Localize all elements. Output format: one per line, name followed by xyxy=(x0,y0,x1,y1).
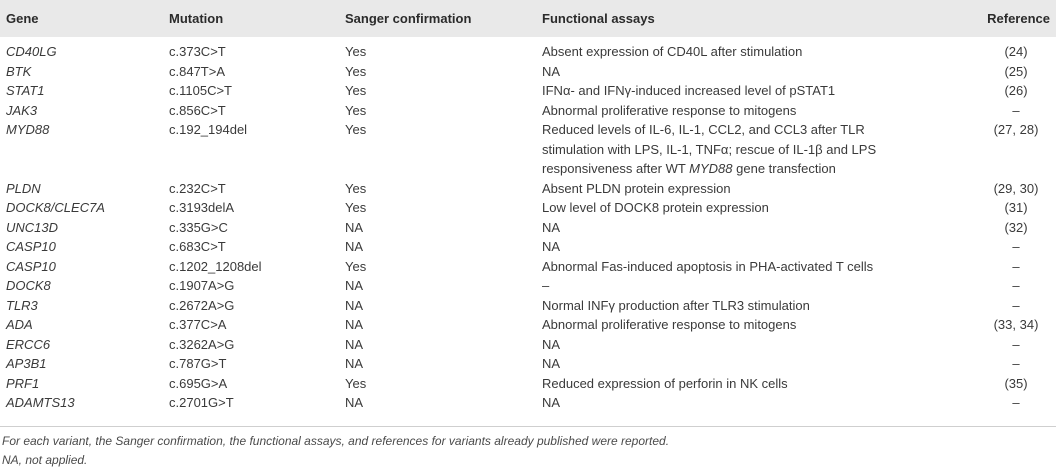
mutation-cell: c.1202_1208del xyxy=(169,258,262,274)
table-row xyxy=(0,354,1056,374)
functional-assays-line: responsiveness after WT MYD88 gene transfection xyxy=(542,161,836,176)
functional-assays-line: stimulation with LPS, IL-1, TNFα; rescue of IL-1β and LPS xyxy=(542,141,877,157)
table-row xyxy=(0,179,1056,199)
functional-assays-cell xyxy=(536,374,976,394)
sanger-cell: Yes xyxy=(345,200,367,215)
reference-cell: – xyxy=(1012,356,1020,371)
table-row xyxy=(0,374,1056,394)
table-row xyxy=(0,101,1056,121)
table-row xyxy=(0,335,1056,355)
gene-name-inline: MYD88 xyxy=(689,161,733,176)
sanger-cell: NA xyxy=(345,278,364,293)
reference-cell: – xyxy=(1012,336,1020,352)
table-row xyxy=(0,257,1056,277)
sanger-cell: NA xyxy=(345,219,364,235)
gene-cell: PLDN xyxy=(6,180,41,196)
mutation-cell: c.1105C>T xyxy=(169,83,232,98)
functional-assays-line: Abnormal proliferative response to mitogens xyxy=(542,102,797,118)
mutation-cell: c.232C>T xyxy=(169,180,226,196)
gene-cell: ERCC6 xyxy=(6,336,51,352)
functional-assays-line: Absent PLDN protein expression xyxy=(542,180,731,196)
mutation-cell: c.847T>A xyxy=(169,63,226,79)
functional-assays-line: Abnormal proliferative response to mitogens xyxy=(542,317,797,332)
reference-cell: (32) xyxy=(1004,219,1028,235)
mutation-cell: c.335G>C xyxy=(169,219,228,235)
functional-assays-cell xyxy=(536,179,976,199)
reference-cell: (27, 28) xyxy=(993,122,1039,137)
functional-assays-line: Normal INFγ production after TLR3 stimulation xyxy=(542,297,810,313)
sanger-cell: Yes xyxy=(345,44,367,59)
reference-cell: – xyxy=(1012,395,1020,410)
gene-cell: STAT1 xyxy=(6,83,45,98)
functional-assays-line: Low level of DOCK8 protein expression xyxy=(542,200,769,215)
reference-cell: (24) xyxy=(1004,44,1028,59)
gene-cell: CASP10 xyxy=(6,239,56,254)
table-row xyxy=(0,62,1056,82)
reference-cell: (35) xyxy=(1004,375,1028,391)
table-header-row xyxy=(0,0,1056,37)
sanger-cell: Yes xyxy=(345,258,367,274)
header-mutation: Mutation xyxy=(169,11,224,26)
sanger-cell: NA xyxy=(345,336,364,352)
table-row xyxy=(0,120,1056,179)
reference-cell: – xyxy=(1012,297,1020,313)
gene-cell: UNC13D xyxy=(6,219,59,235)
gene-cell: TLR3 xyxy=(6,297,38,313)
functional-assays-cell xyxy=(536,218,976,238)
functional-assays-cell xyxy=(536,354,976,374)
mutation-cell: c.377C>A xyxy=(169,317,227,332)
mutation-cell: c.3262A>G xyxy=(169,336,235,352)
sanger-cell: NA xyxy=(345,317,364,332)
gene-cell: ADAMTS13 xyxy=(6,395,75,410)
reference-cell: (33, 34) xyxy=(993,317,1039,332)
functional-assays-line: NA xyxy=(542,356,561,371)
functional-assays-line: Abnormal Fas-induced apoptosis in PHA-activated T cells xyxy=(542,258,874,274)
functional-assays-line: NA xyxy=(542,239,561,254)
header-reference: Reference xyxy=(987,11,1050,26)
footnote-abbreviation: NA, not applied. xyxy=(2,453,88,467)
header-gene: Gene xyxy=(6,11,39,26)
gene-cell: DOCK8 xyxy=(6,278,51,293)
functional-assays-line: Reduced expression of perforin in NK cells xyxy=(542,375,788,391)
functional-assays-cell xyxy=(536,276,976,296)
header-sanger-confirmation: Sanger confirmation xyxy=(345,11,472,26)
gene-cell: BTK xyxy=(6,63,32,79)
functional-assays-line: Absent expression of CD40L after stimulation xyxy=(542,44,803,59)
functional-assays-cell xyxy=(536,101,976,121)
functional-assays-line: NA xyxy=(542,336,561,352)
reference-cell: (26) xyxy=(1004,83,1028,98)
mutation-cell: c.695G>A xyxy=(169,375,228,391)
reference-cell: (31) xyxy=(1004,200,1028,215)
table-row xyxy=(0,315,1056,335)
functional-assays-cell xyxy=(536,237,976,257)
mutation-cell: c.683C>T xyxy=(169,239,226,254)
mutation-cell: c.1907A>G xyxy=(169,278,235,293)
functional-assays-cell xyxy=(536,393,976,417)
mutation-cell: c.373C>T xyxy=(169,44,226,59)
sanger-cell: Yes xyxy=(345,180,367,196)
gene-cell: AP3B1 xyxy=(6,356,47,371)
functional-assays-line: NA xyxy=(542,63,561,79)
sanger-cell: Yes xyxy=(345,375,367,391)
footnote-description: For each variant, the Sanger confirmation, the functional assays, and references for variants already published were reported. xyxy=(2,434,670,448)
reference-cell: – xyxy=(1012,239,1020,254)
functional-assays-cell xyxy=(536,198,976,218)
functional-assays-cell xyxy=(536,257,976,277)
functional-assays-cell xyxy=(536,120,976,179)
gene-cell: JAK3 xyxy=(6,102,38,118)
table-row xyxy=(0,218,1056,238)
sanger-cell: NA xyxy=(345,297,364,313)
functional-assays-line: NA xyxy=(542,395,561,410)
table-row xyxy=(0,37,1056,62)
sanger-cell: Yes xyxy=(345,83,367,98)
table-row xyxy=(0,198,1056,218)
sanger-cell: NA xyxy=(345,395,364,410)
mutation-cell: c.192_194del xyxy=(169,122,248,137)
table-row xyxy=(0,276,1056,296)
table-row xyxy=(0,237,1056,257)
functional-assays-cell xyxy=(536,62,976,82)
functional-assays-cell xyxy=(536,335,976,355)
sanger-cell: Yes xyxy=(345,102,367,118)
functional-assays-line: – xyxy=(542,278,550,293)
sanger-cell: NA xyxy=(345,356,364,371)
sanger-cell: Yes xyxy=(345,122,367,137)
functional-assays-line: IFNα- and IFNγ-induced increased level of pSTAT1 xyxy=(542,83,836,98)
mutation-cell: c.3193delA xyxy=(169,200,235,215)
mutation-cell: c.856C>T xyxy=(169,102,226,118)
gene-cell: CD40LG xyxy=(6,44,57,59)
functional-assays-cell xyxy=(536,37,976,62)
table-row xyxy=(0,296,1056,316)
functional-assays-line: NA xyxy=(542,219,561,235)
reference-cell: – xyxy=(1012,258,1020,274)
sanger-cell: NA xyxy=(345,239,364,254)
functional-assays-line: Reduced levels of IL-6, IL-1, CCL2, and CCL3 after TLR xyxy=(542,122,865,137)
reference-cell: – xyxy=(1012,278,1020,293)
functional-assays-cell xyxy=(536,315,976,335)
mutation-cell: c.2672A>G xyxy=(169,297,235,313)
gene-cell: MYD88 xyxy=(6,122,50,137)
gene-cell: ADA xyxy=(6,317,33,332)
reference-cell: – xyxy=(1012,102,1020,118)
functional-assays-cell xyxy=(536,296,976,316)
gene-cell: CASP10 xyxy=(6,258,56,274)
table-bottom-rule xyxy=(0,426,1056,427)
table-row xyxy=(0,81,1056,101)
gene-cell: PRF1 xyxy=(6,375,40,391)
table-row xyxy=(0,393,1056,417)
gene-cell: DOCK8/CLEC7A xyxy=(6,200,105,215)
functional-assays-cell xyxy=(536,81,976,101)
header-functional-assays: Functional assays xyxy=(542,11,655,26)
mutation-cell: c.787G>T xyxy=(169,356,227,371)
reference-cell: (25) xyxy=(1004,63,1028,79)
reference-cell: (29, 30) xyxy=(993,180,1039,196)
mutation-cell: c.2701G>T xyxy=(169,395,234,410)
sanger-cell: Yes xyxy=(345,63,367,79)
